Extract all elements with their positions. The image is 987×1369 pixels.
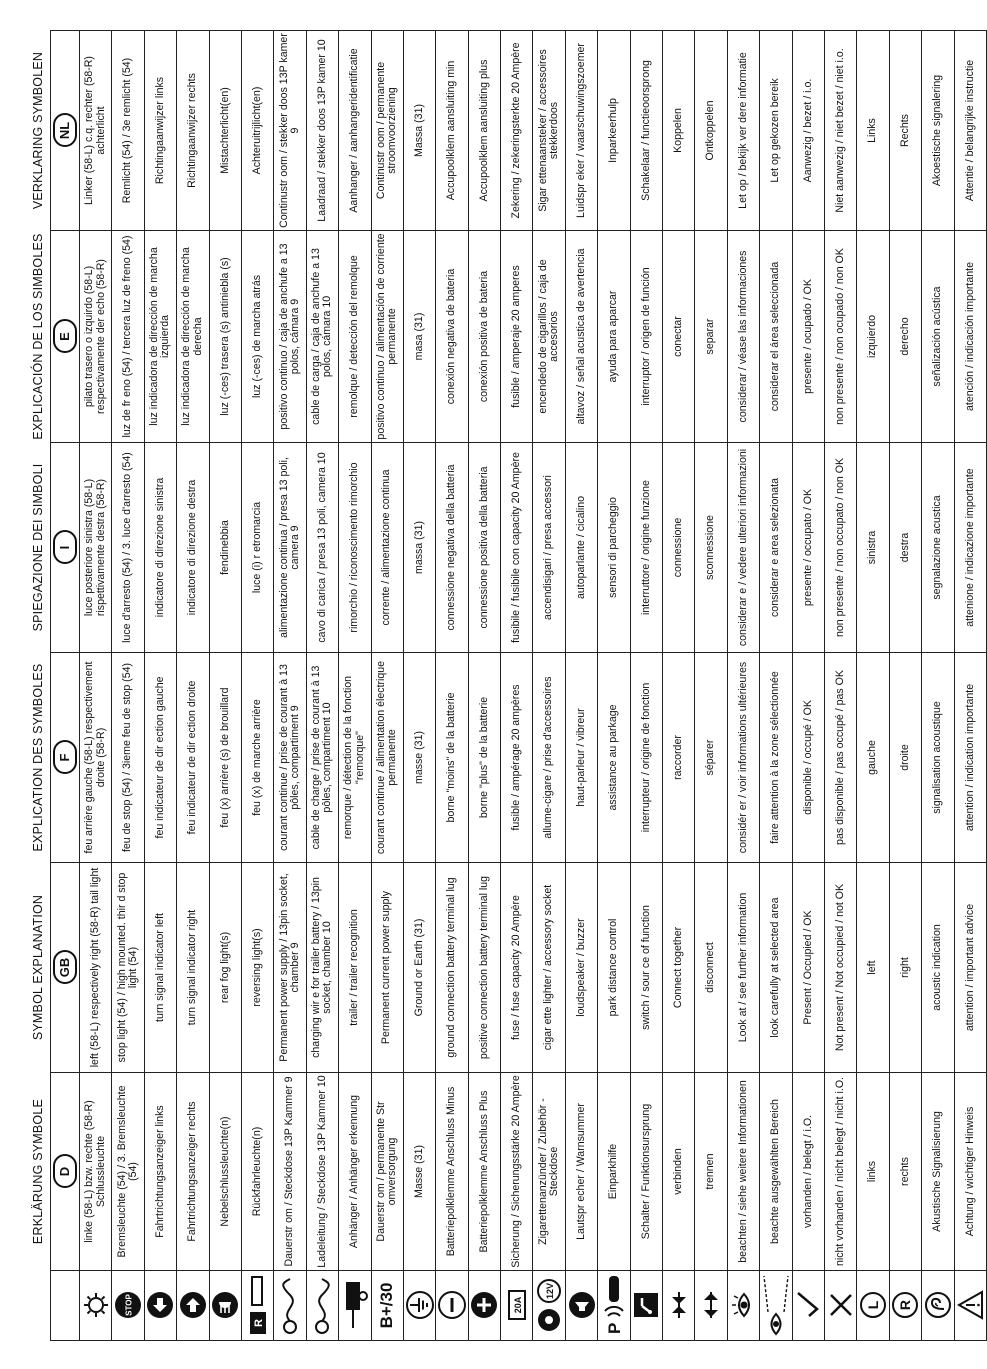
description-f: fusible / ampérage 20 ampères bbox=[501, 653, 533, 863]
symbol-cell bbox=[306, 1271, 338, 1341]
description-nl: Accupoolklem aansluiting min bbox=[436, 31, 468, 231]
description-nl: Linker (58-L) c.q. rechter (58-R) achterlicht bbox=[80, 31, 112, 231]
rear-fog-light-icon bbox=[211, 1292, 239, 1320]
description-gb: switch / sour ce of function bbox=[630, 863, 662, 1073]
turn-left-icon bbox=[146, 1292, 174, 1320]
symbol-cell bbox=[371, 1271, 403, 1341]
description-e: pilato trasero o izquirdo (58-L) respectivamente der echo (58-R) bbox=[80, 231, 112, 443]
description-d: Dauerstr om / permanente Str omversorgung bbox=[371, 1073, 403, 1271]
description-d: Akustische Signalisierung bbox=[922, 1073, 954, 1271]
description-nl: Luidspr eker / waarschuwingszoemer bbox=[565, 31, 597, 231]
description-gb: park distance control bbox=[598, 863, 630, 1073]
description-nl: Richtingaanwijzer links bbox=[144, 31, 176, 231]
symbol-cell bbox=[177, 1271, 209, 1341]
description-d: Lautspr echer / Warnsummer bbox=[565, 1073, 597, 1271]
symbol-cell bbox=[80, 1271, 112, 1341]
svg-text:20A: 20A bbox=[512, 1297, 523, 1314]
warning-icon bbox=[956, 1291, 984, 1321]
socket-pin10-icon bbox=[310, 1276, 334, 1336]
description-gb: Connect together bbox=[663, 863, 695, 1073]
svg-text:12V: 12V bbox=[545, 1283, 556, 1300]
table-row bbox=[889, 31, 921, 1341]
description-e: ayuda para aparcar bbox=[598, 231, 630, 443]
description-i: non presente / non occupato / non OK bbox=[824, 443, 856, 653]
symbol-cell bbox=[144, 1271, 176, 1341]
symbol-cell bbox=[112, 1271, 144, 1341]
description-e: conexión positiva de bateria bbox=[468, 231, 500, 443]
description-i: indicatore di direzione destra bbox=[177, 443, 209, 653]
description-f: attention / indication importante bbox=[954, 653, 986, 863]
description-gb: Permanent current power supply bbox=[371, 863, 403, 1073]
trailer-icon bbox=[342, 1281, 368, 1331]
description-d: Fahrtrichtungsanzeiger links bbox=[144, 1073, 176, 1271]
language-cell bbox=[51, 443, 80, 653]
description-i: connessione bbox=[663, 443, 695, 653]
table-row bbox=[241, 31, 273, 1341]
symbol-cell bbox=[565, 1271, 597, 1341]
description-e: considerar el área seleccionada bbox=[760, 231, 792, 443]
language-cell bbox=[51, 1271, 80, 1341]
description-gb: Look at / see further information bbox=[727, 863, 759, 1073]
description-f: feu (x) de marche arrière bbox=[241, 653, 273, 863]
description-nl: Akoestische signalering bbox=[922, 31, 954, 231]
description-i: considerar e / vedere ulteriori informazioni bbox=[727, 443, 759, 653]
description-nl: Inparkeerhulp bbox=[598, 31, 630, 231]
legend-rows bbox=[80, 31, 987, 1341]
description-e: izquierdo bbox=[857, 231, 889, 443]
description-d: Nebelschlussleuchte(n) bbox=[209, 1073, 241, 1271]
svg-text:R: R bbox=[252, 1319, 265, 1328]
description-nl: Niet aanwezig / niet bezet / niet i.o. bbox=[824, 31, 856, 231]
description-gb: turn signal indicator right bbox=[177, 863, 209, 1073]
description-nl: Aanwezig / bezet / i.o. bbox=[792, 31, 824, 231]
symbol-cell bbox=[241, 1271, 273, 1341]
description-f: borne "plus" de la batterie bbox=[468, 653, 500, 863]
svg-text:P: P bbox=[604, 1323, 624, 1335]
description-d: links bbox=[857, 1073, 889, 1271]
table-row bbox=[857, 31, 889, 1341]
symbol-cell bbox=[889, 1271, 921, 1341]
description-nl: Remlicht (54) / 3e remlicht (54) bbox=[112, 31, 144, 231]
language-row bbox=[51, 31, 80, 1341]
description-i: considerar e area selezionata bbox=[760, 443, 792, 653]
table-row bbox=[727, 31, 759, 1341]
loudspeaker-icon bbox=[568, 1292, 596, 1320]
description-gb: look carefully at selected area bbox=[760, 863, 792, 1073]
description-i: destra bbox=[889, 443, 921, 653]
symbol-cell bbox=[598, 1271, 630, 1341]
cigar-lighter-icon bbox=[536, 1278, 562, 1334]
description-f: raccorder bbox=[663, 653, 695, 863]
description-nl: Richtingaanwijzer rechts bbox=[177, 31, 209, 231]
description-f: faire attention à la zone sélectionnée bbox=[760, 653, 792, 863]
symbol-cell bbox=[436, 1271, 468, 1341]
description-nl: Let op / bekijk ver dere informatie bbox=[727, 31, 759, 231]
language-badge: F bbox=[53, 741, 77, 775]
table-row bbox=[760, 31, 792, 1341]
description-nl: Zekering / zekeringsterkte 20 Ampère bbox=[501, 31, 533, 231]
description-e: conectar bbox=[663, 231, 695, 443]
table-row bbox=[371, 31, 403, 1341]
description-i: segnalazione acustica bbox=[922, 443, 954, 653]
description-d: Anhänger / Anhänger erkennung bbox=[339, 1073, 371, 1271]
description-gb: charging wir e for trailer battery / 13pin socket, chamber 10 bbox=[306, 863, 338, 1073]
description-f: pas disponible / pas occupé / pas OK bbox=[824, 653, 856, 863]
description-gb: cigar ette lighter / accessory socket bbox=[533, 863, 565, 1073]
battery-plus-icon bbox=[470, 1292, 498, 1320]
description-nl: Sigar ettenaansteker / accessoires stekkerdoos bbox=[533, 31, 565, 231]
description-e: luz indicadora de dirección de marcha derecha bbox=[177, 231, 209, 443]
description-nl: Achteruitrijlicht(en) bbox=[241, 31, 273, 231]
symbol-label: B+/30 bbox=[377, 1282, 397, 1329]
description-e: derecho bbox=[889, 231, 921, 443]
description-nl: Mistachterlicht(en) bbox=[209, 31, 241, 231]
language-cell bbox=[51, 653, 80, 863]
description-e: masa (31) bbox=[403, 231, 435, 443]
table-row bbox=[403, 31, 435, 1341]
symbol-legend-table bbox=[28, 30, 987, 1341]
description-f: feu (x) arrière (s) de brouillard bbox=[209, 653, 241, 863]
column-header: ERKLÄRUNG SYMBOLE bbox=[28, 1073, 51, 1271]
symbol-cell bbox=[403, 1271, 435, 1341]
look-icon bbox=[730, 1291, 758, 1321]
description-i: fusibile / fusibile con capacity 20 Ampère bbox=[501, 443, 533, 653]
symbol-cell bbox=[663, 1271, 695, 1341]
description-d: Achtung / wichtiger Hinweis bbox=[954, 1073, 986, 1271]
language-cell bbox=[51, 863, 80, 1073]
description-gb: attention / important advice bbox=[954, 863, 986, 1073]
table-row bbox=[144, 31, 176, 1341]
description-i: cavo di carica / presa 13 poli, camera 10 bbox=[306, 443, 338, 653]
description-gb: stop light (54) / high mounted. thir d stop light (54) bbox=[112, 863, 144, 1073]
table-row bbox=[792, 31, 824, 1341]
description-f: feu indicateur de dir ection droite bbox=[177, 653, 209, 863]
description-e: encendedo de cigarillos / caja de accesorios bbox=[533, 231, 565, 443]
table-row bbox=[598, 31, 630, 1341]
description-f: feu arrière gauche (58-L) respectivement droite (58-R) bbox=[80, 653, 112, 863]
description-d: trennen bbox=[695, 1073, 727, 1271]
symbol-cell bbox=[695, 1271, 727, 1341]
description-i: rimorchio / riconoscimento rimorchio bbox=[339, 443, 371, 653]
description-i: connessione negativa della batteria bbox=[436, 443, 468, 653]
park-assist-icon bbox=[602, 1275, 626, 1337]
table-row bbox=[112, 31, 144, 1341]
description-nl: Links bbox=[857, 31, 889, 231]
description-gb: right bbox=[889, 863, 921, 1073]
description-i: luce posteriore sinistra (58-L) rispettivamente destra (58-R) bbox=[80, 443, 112, 653]
table-row bbox=[824, 31, 856, 1341]
language-cell bbox=[51, 231, 80, 443]
right-letter-icon bbox=[891, 1292, 919, 1320]
description-d: beachte ausgewählten Bereich bbox=[760, 1073, 792, 1271]
description-d: Einparkhilfe bbox=[598, 1073, 630, 1271]
socket-pin9-icon bbox=[278, 1276, 302, 1336]
switch-icon bbox=[632, 1292, 660, 1320]
turn-right-icon bbox=[179, 1292, 207, 1320]
description-f: assistance au parkage bbox=[598, 653, 630, 863]
description-e: separar bbox=[695, 231, 727, 443]
description-d: Fahrtrichtungsanzeiger rechts bbox=[177, 1073, 209, 1271]
description-nl: Schakelaar / functieoorsprong bbox=[630, 31, 662, 231]
description-f: courant continue / alimentation électrique permanente bbox=[371, 653, 403, 863]
symbol-cell bbox=[209, 1271, 241, 1341]
description-d: linke (58-L) bzw. rechte (58-R) Schlussleuchte bbox=[80, 1073, 112, 1271]
description-f: feu de stop (54) / 3ieme feu de stop (54) bbox=[112, 653, 144, 863]
connect-icon bbox=[665, 1291, 693, 1321]
description-i: fendinebbia bbox=[209, 443, 241, 653]
description-d: verbinden bbox=[663, 1073, 695, 1271]
stop-icon bbox=[114, 1292, 142, 1320]
description-f: masse (31) bbox=[403, 653, 435, 863]
language-cell bbox=[51, 1073, 80, 1271]
description-nl: Aanhanger / aanhangeridentificatie bbox=[339, 31, 371, 231]
description-i: alimentazione continua / presa 13 poli, camera 9 bbox=[274, 443, 306, 653]
description-d: rechts bbox=[889, 1073, 921, 1271]
description-gb: turn signal indicator left bbox=[144, 863, 176, 1073]
description-e: presente / ocupado / OK bbox=[792, 231, 824, 443]
table-row bbox=[533, 31, 565, 1341]
svg-text:STOP: STOP bbox=[124, 1294, 134, 1317]
description-e: luz (-ces) trasera (s) antiniebla (s) bbox=[209, 231, 241, 443]
language-badge: I bbox=[53, 531, 77, 565]
description-i: luce d'arresto (54) / 3. luce d'arresto (54) bbox=[112, 443, 144, 653]
symbol-cell bbox=[954, 1271, 986, 1341]
table-row bbox=[274, 31, 306, 1341]
look-area-icon bbox=[762, 1275, 790, 1337]
description-i: attenione / indicazione importante bbox=[954, 443, 986, 653]
left-letter-icon bbox=[859, 1292, 887, 1320]
description-e: non presente / non ocupado / non OK bbox=[824, 231, 856, 443]
description-i: sensori di parcheggio bbox=[598, 443, 630, 653]
description-gb: Ground or Earth (31) bbox=[403, 863, 435, 1073]
description-nl: Rechts bbox=[889, 31, 921, 231]
battery-minus-icon bbox=[438, 1292, 466, 1320]
symbol-cell bbox=[501, 1271, 533, 1341]
description-nl: Massa (31) bbox=[403, 31, 435, 231]
description-f: signalisation acoustique bbox=[922, 653, 954, 863]
description-gb: Permanent power supply / 13pin socket, chamber 9 bbox=[274, 863, 306, 1073]
description-e: atención / indicación importante bbox=[954, 231, 986, 443]
fuse-icon bbox=[504, 1286, 530, 1326]
column-header: EXPLICACIÓN DE LOS SIMBOLES bbox=[28, 231, 51, 443]
language-badge: GB bbox=[53, 951, 77, 985]
description-gb: left bbox=[857, 863, 889, 1073]
symbol-cell bbox=[792, 1271, 824, 1341]
description-gb: trailer / trailer recognition bbox=[339, 863, 371, 1073]
description-f: disponible / occupé / OK bbox=[792, 653, 824, 863]
description-nl: Attentie / belangrijke instructie bbox=[954, 31, 986, 231]
description-f: séparer bbox=[695, 653, 727, 863]
description-d: nicht vorhanden / nicht belegt / nicht i.O. bbox=[824, 1073, 856, 1271]
description-e: remolque / detección del remolque bbox=[339, 231, 371, 443]
description-f: borne "moins" de la batterie bbox=[436, 653, 468, 863]
description-i: autoparlante / cicalino bbox=[565, 443, 597, 653]
column-header: SPIEGAZIONE DEI SIMBOLI bbox=[28, 443, 51, 653]
description-d: Batteriepolklemme Anschluss Minus bbox=[436, 1073, 468, 1271]
description-nl: Laadraad / stekker doos 13P kamer 10 bbox=[306, 31, 338, 231]
description-e: positivo continuo / alimentación de corriente permanente bbox=[371, 231, 403, 443]
symbol-cell bbox=[630, 1271, 662, 1341]
description-gb: reversing light(s) bbox=[241, 863, 273, 1073]
acoustic-icon bbox=[924, 1292, 952, 1320]
description-i: connessione positiva della batteria bbox=[468, 443, 500, 653]
header-empty bbox=[28, 1271, 51, 1341]
description-f: interrupteur / origine de fonction bbox=[630, 653, 662, 863]
table-row bbox=[565, 31, 597, 1341]
description-gb: rear fog light(s) bbox=[209, 863, 241, 1073]
svg-text:L: L bbox=[865, 1301, 882, 1310]
description-d: Zigarettenanzünder / Zubehör -Steckdose bbox=[533, 1073, 565, 1271]
description-d: Sicherung / Sicherungsstärke 20 Ampère bbox=[501, 1073, 533, 1271]
description-gb: acoustic indication bbox=[922, 863, 954, 1073]
column-header: EXPLICATION DES SYMBOLES bbox=[28, 653, 51, 863]
description-f: cable de charge / prise de courant à 13 pôles, compartiment 10 bbox=[306, 653, 338, 863]
table-row bbox=[922, 31, 954, 1341]
table-row bbox=[306, 31, 338, 1341]
description-i: sconnessione bbox=[695, 443, 727, 653]
cross-icon bbox=[827, 1291, 855, 1321]
description-e: señalización acústica bbox=[922, 231, 954, 443]
description-d: Dauerstr om / Steckdose 13P Kammer 9 bbox=[274, 1073, 306, 1271]
description-i: accendisigari / presa accessori bbox=[533, 443, 565, 653]
table-row bbox=[695, 31, 727, 1341]
description-i: massa (31) bbox=[403, 443, 435, 653]
description-nl: Accupoolklem aansluiting plus bbox=[468, 31, 500, 231]
description-f: gauche bbox=[857, 653, 889, 863]
language-badge: E bbox=[53, 320, 77, 354]
description-nl: Continustr oom / stekker doos 13P kamer 9 bbox=[274, 31, 306, 231]
symbol-cell bbox=[274, 1271, 306, 1341]
description-gb: ground connection battery terminal lug bbox=[436, 863, 468, 1073]
daylight-tail-light-icon bbox=[83, 1293, 109, 1319]
description-gb: Not present / Not occupied / not OK bbox=[824, 863, 856, 1073]
description-nl: Continustr oom / permanente stroomvoorziening bbox=[371, 31, 403, 231]
description-e: altavoz / señal acustica de avertencia bbox=[565, 231, 597, 443]
description-nl: Ontkoppelen bbox=[695, 31, 727, 231]
description-d: Batteriepolklemme Anschluss Plus bbox=[468, 1073, 500, 1271]
description-f: courant continue / prise de courant à 13 pôles, compartiment 9 bbox=[274, 653, 306, 863]
description-i: indicatore di direzione sinistra bbox=[144, 443, 176, 653]
check-icon bbox=[794, 1291, 822, 1321]
description-d: vorhanden / belegt / i.O. bbox=[792, 1073, 824, 1271]
table-row bbox=[501, 31, 533, 1341]
description-e: luz indicadora de dirección de marcha izquierda bbox=[144, 231, 176, 443]
table-row bbox=[436, 31, 468, 1341]
description-e: positivo continuo / caja de anchufe a 13 polos, cámara 9 bbox=[274, 231, 306, 443]
description-gb: loudspeaker / buzzer bbox=[565, 863, 597, 1073]
description-f: considér er / voir informations ultérieures bbox=[727, 653, 759, 863]
symbol-cell bbox=[760, 1271, 792, 1341]
description-d: Schalter / Funktionsursprung bbox=[630, 1073, 662, 1271]
disconnect-icon bbox=[697, 1291, 725, 1321]
description-e: luz (-ces) de marcha atrás bbox=[241, 231, 273, 443]
table-row bbox=[954, 31, 986, 1341]
symbol-cell bbox=[727, 1271, 759, 1341]
description-i: interruttore / origine funzione bbox=[630, 443, 662, 653]
description-f: remorque / détection de la fonction "remorque" bbox=[339, 653, 371, 863]
symbol-cell bbox=[824, 1271, 856, 1341]
table-row bbox=[339, 31, 371, 1341]
description-e: fusible / amperaje 20 amperes bbox=[501, 231, 533, 443]
table-row bbox=[468, 31, 500, 1341]
language-badge: NL bbox=[53, 114, 77, 148]
description-i: corrente / alimentazione continua bbox=[371, 443, 403, 653]
description-i: presente / occupato / OK bbox=[792, 443, 824, 653]
column-header: SYMBOL EXPLANATION bbox=[28, 863, 51, 1073]
language-cell bbox=[51, 31, 80, 231]
symbol-cell bbox=[468, 1271, 500, 1341]
description-d: Bremsleuchte (54) / 3. Bremsleuchte (54) bbox=[112, 1073, 144, 1271]
table-row bbox=[663, 31, 695, 1341]
symbol-cell bbox=[339, 1271, 371, 1341]
description-f: haut-parleur / vibreur bbox=[565, 653, 597, 863]
description-gb: Present / Occupied / OK bbox=[792, 863, 824, 1073]
symbol-cell bbox=[922, 1271, 954, 1341]
description-f: feu indicateur de dir ection gauche bbox=[144, 653, 176, 863]
description-f: allume-cigare / prise d'accessoires bbox=[533, 653, 565, 863]
description-d: Masse (31) bbox=[403, 1073, 435, 1271]
description-d: Rückfahrleuchte(n) bbox=[241, 1073, 273, 1271]
symbol-cell bbox=[533, 1271, 565, 1341]
description-gb: disconnect bbox=[695, 863, 727, 1073]
table-row bbox=[209, 31, 241, 1341]
description-f: droite bbox=[889, 653, 921, 863]
description-gb: left (58-L) respectively right (58-R) tail light bbox=[80, 863, 112, 1073]
column-header: VERKLARING SYMBOLEN bbox=[28, 31, 51, 231]
description-d: beachten / siehe weitere Informationen bbox=[727, 1073, 759, 1271]
description-nl: Koppelen bbox=[663, 31, 695, 231]
ground-icon bbox=[406, 1292, 434, 1320]
table-row bbox=[177, 31, 209, 1341]
description-e: conexión negativa de bateria bbox=[436, 231, 468, 443]
description-i: luce (i) r etromarcia bbox=[241, 443, 273, 653]
language-badge: D bbox=[53, 1155, 77, 1189]
description-d: Ladeleitung / Steckdose 13P Kammer 10 bbox=[306, 1073, 338, 1271]
description-e: luz de fr eno (54) / tercera luz de freno (54) bbox=[112, 231, 144, 443]
svg-text:R: R bbox=[897, 1300, 914, 1311]
table-row bbox=[80, 31, 112, 1341]
table-row bbox=[630, 31, 662, 1341]
symbol-cell bbox=[857, 1271, 889, 1341]
description-e: interruptor / origen de función bbox=[630, 231, 662, 443]
description-gb: fuse / fuse capacity 20 Ampère bbox=[501, 863, 533, 1073]
description-nl: Let op gekozen bereik bbox=[760, 31, 792, 231]
header-row bbox=[28, 31, 51, 1341]
description-gb: positive connection battery terminal lug bbox=[468, 863, 500, 1073]
reversing-light-icon bbox=[247, 1276, 269, 1336]
description-e: considerar / véase las informaciones bbox=[727, 231, 759, 443]
description-i: sinistra bbox=[857, 443, 889, 653]
description-e: cable de carga / caja de anchufe a 13 polos, cámara 10 bbox=[306, 231, 338, 443]
